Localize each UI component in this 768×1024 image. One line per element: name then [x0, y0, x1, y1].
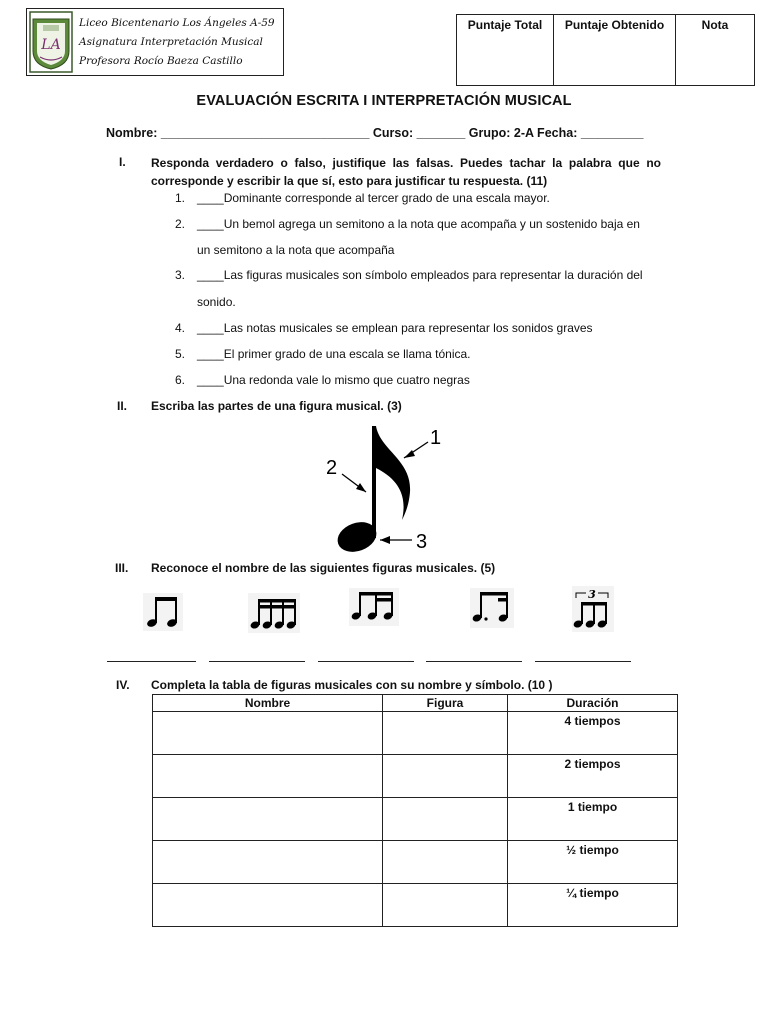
duration-cell: 2 tiempos	[508, 755, 678, 798]
score-total-cell[interactable]	[457, 15, 554, 86]
school-name: Liceo Bicentenario Los Ángeles A-59	[79, 17, 275, 29]
name-cell[interactable]	[153, 841, 383, 884]
item-2-number: 2.	[175, 217, 186, 231]
svg-text:LA: LA	[41, 37, 61, 53]
name-cell[interactable]	[153, 755, 383, 798]
table-row	[153, 712, 678, 755]
arrow-3-head	[380, 536, 390, 544]
figure-cell[interactable]	[383, 712, 508, 755]
table-row	[153, 798, 678, 841]
figure-cell[interactable]	[383, 841, 508, 884]
section-4-instructions: Completa la tabla de figuras musicales con su nombre y símbolo. (10 )	[151, 678, 553, 692]
score-obtained-label: Puntaje Obtenido	[564, 18, 665, 32]
answer-line-3[interactable]	[318, 661, 414, 662]
figure-cell[interactable]	[383, 755, 508, 798]
item-5-text[interactable]: ____El primer grado de una escala se llama tónica.	[197, 347, 471, 361]
school-logo	[29, 11, 73, 73]
section-3-instructions: Reconoce el nombre de las siguientes figuras musicales. (5)	[151, 561, 496, 575]
figure-cell[interactable]	[383, 798, 508, 841]
section-1-instructions: Responda verdadero o falso, justifique las falsas. Puedes tachar la palabra que no corresponde y escribir la que sí, esto para justificar tu respuesta. (11)	[151, 156, 661, 188]
item-5-number: 5.	[175, 347, 186, 361]
rhythm-eighth-two-sixteenths	[349, 588, 399, 626]
item-3-text[interactable]: ____Las figuras musicales son símbolo empleados para representar la duración del	[197, 268, 643, 282]
answer-line-4[interactable]	[426, 661, 522, 662]
student-info-line[interactable]: Nombre: ______________________________ Curso: _______ Grupo: 2-A Fecha: _________	[106, 126, 644, 140]
column-header-name: Nombre	[153, 695, 383, 712]
table-header-row	[153, 695, 678, 712]
item-4-text[interactable]: ____Las notas musicales se emplean para representar los sonidos graves	[197, 321, 593, 335]
label-3: 3	[416, 531, 428, 553]
name-cell[interactable]	[153, 884, 383, 927]
duration-cell: ½ tiempo	[508, 841, 678, 884]
section-3-number: III.	[115, 561, 129, 575]
eighth-note-diagram	[320, 420, 450, 560]
score-table	[456, 14, 755, 86]
name-cell[interactable]	[153, 798, 383, 841]
note-flag	[376, 426, 410, 520]
item-6-number: 6.	[175, 373, 186, 387]
rhythm-four-sixteenths	[248, 593, 300, 633]
column-header-figure: Figura	[383, 695, 508, 712]
school-lines	[79, 14, 275, 71]
section-2-instructions: Escriba las partes de una figura musical. (3)	[151, 399, 402, 413]
label-1: 1	[430, 427, 442, 449]
school-info-box	[26, 8, 284, 76]
item-4-number: 4.	[175, 321, 186, 335]
note-stem	[372, 426, 376, 538]
section-2-number: II.	[117, 399, 128, 413]
duration-cell: 4 tiempos	[508, 712, 678, 755]
page-title: EVALUACIÓN ESCRITA I INTERPRETACIÓN MUSICAL	[196, 93, 572, 109]
answer-line-5[interactable]	[535, 661, 631, 662]
subject-name: Asignatura Interpretación Musical	[79, 36, 263, 48]
grade-label: Nota	[701, 18, 729, 32]
item-3-number: 3.	[175, 268, 186, 282]
column-header-duration: Duración	[508, 695, 678, 712]
triplet-number: 3	[588, 588, 596, 601]
figure-cell[interactable]	[383, 884, 508, 927]
item-1-number: 1.	[175, 191, 186, 205]
item-2-continuation: un semitono a la nota que acompaña	[197, 243, 395, 257]
score-total-label: Puntaje Total	[467, 18, 543, 32]
rhythm-dotted-eighth-sixteenth	[470, 588, 514, 628]
item-6-text[interactable]: ____Una redonda vale lo mismo que cuatro negras	[197, 373, 470, 387]
duration-cell: 1 tiempo	[508, 798, 678, 841]
figures-table	[152, 694, 678, 927]
section-1-number: I.	[119, 155, 126, 169]
table-row	[153, 884, 678, 927]
table-row	[153, 841, 678, 884]
rhythm-two-eighths	[143, 593, 183, 631]
answer-line-2[interactable]	[209, 661, 305, 662]
item-3-continuation: sonido.	[197, 295, 236, 309]
table-row	[153, 755, 678, 798]
item-1-text[interactable]: ____Dominante corresponde al tercer grado de una escala mayor.	[197, 191, 550, 205]
arrow-2-head	[356, 483, 366, 492]
duration-cell: ¼ tiempo	[508, 884, 678, 927]
label-2: 2	[326, 457, 338, 479]
item-2-text[interactable]: ____Un bemol agrega un semitono a la nota que acompaña y un sostenido baja en	[197, 217, 640, 231]
grade-cell[interactable]	[676, 15, 755, 86]
section-4-number: IV.	[116, 678, 130, 692]
answer-line-1[interactable]	[107, 661, 196, 662]
teacher-name: Profesora Rocío Baeza Castillo	[79, 55, 243, 67]
rhythm-eighth-triplet	[572, 586, 614, 632]
name-cell[interactable]	[153, 712, 383, 755]
score-obtained-cell[interactable]	[554, 15, 676, 86]
